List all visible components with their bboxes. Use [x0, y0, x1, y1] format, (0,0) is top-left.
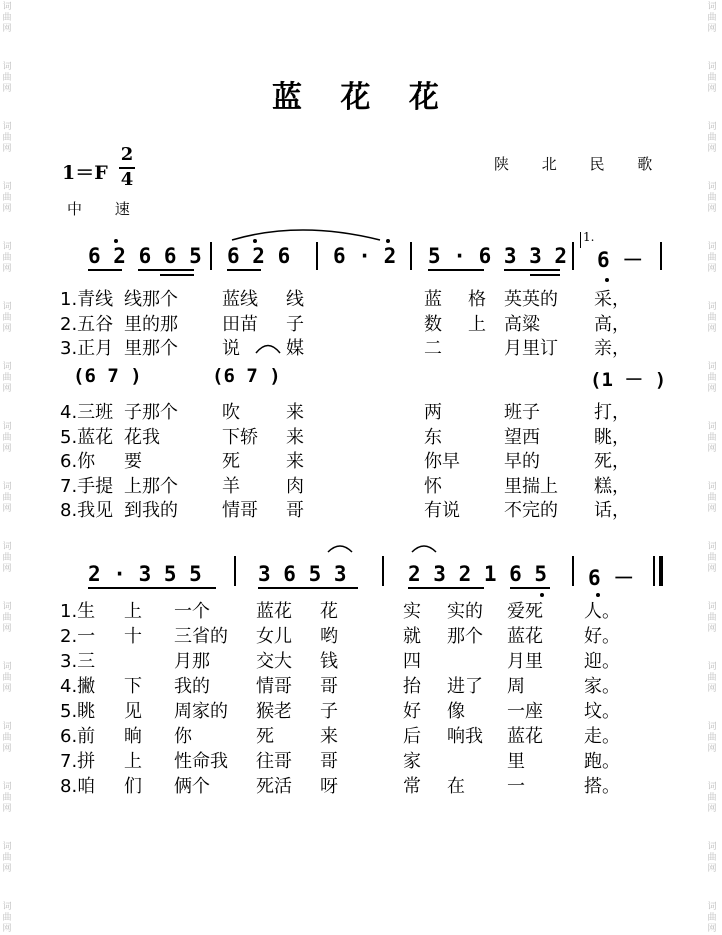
lyric-syllable: 们 [124, 776, 142, 797]
lyric-syllable: 来 [320, 726, 338, 747]
watermark-text: 词 曲 网 [707, 62, 717, 94]
lyric-syllable: 坟。 [584, 701, 620, 722]
lyric-syllable: 5.眺 [60, 701, 96, 722]
lyric-syllable: 线那个 [124, 289, 178, 310]
lyric-syllable: 哟 [320, 626, 338, 647]
slur-arc [328, 546, 352, 552]
lyric-syllable: 7.拼 [60, 751, 96, 772]
lyric-syllable: 二 [424, 338, 442, 359]
lyric-syllable: 进了 [447, 676, 483, 697]
slur-arc [256, 346, 280, 354]
lyric-syllable: 子那个 [124, 402, 178, 423]
lyric-syllable: 1.生 [60, 601, 96, 622]
lyric-syllable: 东 [424, 427, 442, 448]
lyric-syllable: 迎。 [584, 651, 620, 672]
lyric-syllable: 呀 [320, 776, 338, 797]
watermark-text: 词 曲 网 [707, 722, 717, 754]
watermark-text: 词 曲 网 [2, 2, 12, 34]
lyric-syllable: 5.蓝花 [60, 427, 114, 448]
measure-9: 6 － [588, 566, 635, 590]
lyric-syllable: 一 [507, 776, 525, 797]
slur-arc [412, 546, 436, 552]
lyric-syllable: 猴老 [256, 701, 292, 722]
lyric-syllable: 钱 [320, 651, 338, 672]
measure-5: 6 － [597, 248, 644, 272]
lyric-syllable: 怀 [424, 476, 442, 497]
lyric-syllable: 里那个 [124, 338, 178, 359]
lyric-syllable: 6.前 [60, 726, 96, 747]
watermark-text: 词 曲 网 [707, 182, 717, 214]
slur-arc [232, 230, 380, 240]
watermark-text: 词 曲 网 [2, 482, 12, 514]
key-signature: 1＝F [62, 162, 108, 184]
watermark-text: 词 曲 网 [707, 842, 717, 874]
lyric-syllable: 蓝线 [222, 289, 258, 310]
lyric-syllable: 亲， [594, 338, 630, 359]
watermark-text: 词 曲 网 [2, 62, 12, 94]
lyric-syllable: 采， [594, 289, 630, 310]
lyric-syllable: 1.青线 [60, 289, 114, 310]
lyric-syllable: 死活 [256, 776, 292, 797]
lyric-syllable: 来 [286, 451, 304, 472]
lyric-syllable: 羊 [222, 476, 240, 497]
lyric-syllable: 话， [594, 500, 630, 521]
lyric-syllable: 花 [320, 601, 338, 622]
measure-8: 2 3 2 1 6 5 [408, 562, 548, 586]
lyric-syllable: 走。 [584, 726, 620, 747]
interlude-1: (6 7 ) [73, 365, 142, 387]
watermark-text: 词 曲 网 [707, 902, 717, 934]
lyric-syllable: 四 [403, 651, 421, 672]
watermark-text: 词 曲 网 [2, 362, 12, 394]
lyric-syllable: 2.一 [60, 626, 96, 647]
lyric-syllable: 花我 [124, 427, 160, 448]
watermark-text: 词 曲 网 [2, 662, 12, 694]
measure-3: 6 · 2 [333, 244, 397, 268]
lyric-syllable: 打， [594, 402, 630, 423]
lyric-syllable: 田苗 [222, 314, 258, 335]
lyric-syllable: 一个 [174, 601, 210, 622]
lyric-syllable: 来 [286, 402, 304, 423]
lyric-syllable: 高粱 [504, 314, 540, 335]
lyric-syllable: 哥 [320, 676, 338, 697]
lyric-syllable: 像 [447, 701, 465, 722]
watermark-text: 词 曲 网 [2, 722, 12, 754]
lyric-syllable: 里 [507, 751, 525, 772]
lyric-syllable: 8.咱 [60, 776, 96, 797]
lyric-syllable: 上 [124, 751, 142, 772]
watermark-text: 词 曲 网 [707, 302, 717, 334]
lyric-syllable: 里的那 [124, 314, 178, 335]
time-signature-bottom: 4 [120, 169, 134, 190]
lyric-syllable: 情哥 [256, 676, 292, 697]
lyric-syllable: 抬 [403, 676, 421, 697]
lyric-syllable: 三省的 [174, 626, 228, 647]
watermark-text: 词 曲 网 [2, 182, 12, 214]
lyric-syllable: 死， [594, 451, 630, 472]
lyric-syllable: 晌 [124, 726, 142, 747]
watermark-text: 词 曲 网 [2, 902, 12, 934]
lyric-syllable: 月里订 [504, 338, 558, 359]
lyric-syllable: 响我 [447, 726, 483, 747]
lyric-syllable: 高， [594, 314, 630, 335]
measure-2: 6 2 6 [227, 244, 291, 268]
lyric-syllable: 6.你 [60, 451, 96, 472]
lyric-syllable: 周家的 [174, 701, 228, 722]
watermark-text: 词 曲 网 [707, 782, 717, 814]
lyric-syllable: 你 [174, 726, 192, 747]
lyric-syllable: 蓝 [424, 289, 442, 310]
lyric-syllable: 3.正月 [60, 338, 114, 359]
time-signature-top: 2 [120, 144, 134, 165]
volta-mark: 1. [583, 230, 595, 244]
lyric-syllable: 后 [403, 726, 421, 747]
lyric-syllable: 实 [403, 601, 421, 622]
watermark-text: 词 曲 网 [707, 542, 717, 574]
lyric-syllable: 4.三班 [60, 402, 114, 423]
watermark-text: 词 曲 网 [2, 602, 12, 634]
tempo-marking: 中 速 [67, 200, 144, 218]
lyric-syllable: 见 [124, 701, 142, 722]
interlude-3: (1 － ) [590, 369, 667, 391]
watermark-text: 词 曲 网 [2, 422, 12, 454]
lyric-syllable: 子 [286, 314, 304, 335]
lyric-syllable: 线 [286, 289, 304, 310]
watermark-text: 词 曲 网 [2, 542, 12, 574]
lyric-syllable: 望西 [504, 427, 540, 448]
lyric-syllable: 不完的 [504, 500, 558, 521]
lyric-syllable: 家。 [584, 676, 620, 697]
lyric-syllable: 说 [222, 338, 240, 359]
lyric-syllable: 死 [256, 726, 274, 747]
lyric-syllable: 蓝花 [507, 726, 543, 747]
lyric-syllable: 往哥 [256, 751, 292, 772]
lyric-syllable: 3.三 [60, 651, 96, 672]
lyric-syllable: 死 [222, 451, 240, 472]
lyric-syllable: 哥 [320, 751, 338, 772]
lyric-syllable: 肉 [286, 476, 304, 497]
lyric-syllable: 我的 [174, 676, 210, 697]
interlude-2: (6 7 ) [212, 365, 281, 387]
lyric-syllable: 下轿 [222, 427, 258, 448]
lyric-syllable: 蓝花 [256, 601, 292, 622]
lyric-syllable: 哥 [286, 500, 304, 521]
lyric-syllable: 月里 [507, 651, 543, 672]
watermark-text: 词 曲 网 [2, 122, 12, 154]
lyric-syllable: 到我的 [124, 500, 178, 521]
lyric-syllable: 格 [468, 289, 486, 310]
lyric-syllable: 那个 [447, 626, 483, 647]
lyric-syllable: 人。 [584, 601, 620, 622]
lyric-syllable: 你早 [424, 451, 460, 472]
lyric-syllable: 7.手提 [60, 476, 114, 497]
lyric-syllable: 班子 [504, 402, 540, 423]
measure-6: 2 · 3 5 5 [88, 562, 202, 586]
lyric-syllable: 情哥 [222, 500, 258, 521]
lyric-syllable: 女儿 [256, 626, 292, 647]
lyric-syllable: 上 [124, 601, 142, 622]
watermark-text: 词 曲 网 [707, 242, 717, 274]
lyric-syllable: 爱死 [507, 601, 543, 622]
watermark-text: 词 曲 网 [707, 122, 717, 154]
watermark-text: 词 曲 网 [707, 422, 717, 454]
watermark-text: 词 曲 网 [707, 662, 717, 694]
lyric-syllable: 在 [447, 776, 465, 797]
watermark-text: 词 曲 网 [2, 302, 12, 334]
lyric-syllable: 十 [124, 626, 142, 647]
lyric-syllable: 好。 [584, 626, 620, 647]
lyric-syllable: 有说 [424, 500, 460, 521]
song-title: 蓝 花 花 [272, 80, 453, 115]
lyric-syllable: 2.五谷 [60, 314, 114, 335]
lyric-syllable: 搭。 [584, 776, 620, 797]
watermark-text: 词 曲 网 [707, 2, 717, 34]
lyric-syllable: 来 [286, 427, 304, 448]
lyric-syllable: 下 [124, 676, 142, 697]
lyric-syllable: 好 [403, 701, 421, 722]
lyric-syllable: 家 [403, 751, 421, 772]
lyric-syllable: 一座 [507, 701, 543, 722]
lyric-syllable: 吹 [222, 402, 240, 423]
lyric-syllable: 4.撇 [60, 676, 96, 697]
watermark-text: 词 曲 网 [707, 362, 717, 394]
watermark-text: 词 曲 网 [2, 242, 12, 274]
lyric-syllable: 媒 [286, 338, 304, 359]
lyric-syllable: 实的 [447, 601, 483, 622]
lyric-syllable: 8.我见 [60, 500, 114, 521]
lyric-syllable: 就 [403, 626, 421, 647]
measure-1: 6 2 6 6 5 [88, 244, 202, 268]
lyric-syllable: 要 [124, 451, 142, 472]
measure-4: 5 · 6 3 3 2 [428, 244, 568, 268]
lyric-syllable: 数 [424, 314, 442, 335]
lyric-syllable: 常 [403, 776, 421, 797]
watermark-text: 词 曲 网 [707, 482, 717, 514]
lyric-syllable: 两 [424, 402, 442, 423]
lyric-syllable: 蓝花 [507, 626, 543, 647]
watermark-text: 词 曲 网 [2, 782, 12, 814]
lyric-syllable: 上那个 [124, 476, 178, 497]
lyric-syllable: 交大 [256, 651, 292, 672]
song-origin: 陕 北 民 歌 [494, 155, 667, 173]
lyric-syllable: 周 [507, 676, 525, 697]
lyric-syllable: 上 [468, 314, 486, 335]
lyric-syllable: 早的 [504, 451, 540, 472]
watermark-text: 词 曲 网 [2, 842, 12, 874]
lyric-syllable: 眺， [594, 427, 630, 448]
lyric-syllable: 里揣上 [504, 476, 558, 497]
lyric-syllable: 月那 [174, 651, 210, 672]
watermark-text: 词 曲 网 [707, 602, 717, 634]
lyric-syllable: 英英的 [504, 289, 558, 310]
lyric-syllable: 跑。 [584, 751, 620, 772]
lyric-syllable: 子 [320, 701, 338, 722]
lyric-syllable: 性命我 [174, 751, 228, 772]
lyric-syllable: 糕， [594, 476, 630, 497]
lyric-syllable: 俩个 [174, 776, 210, 797]
measure-7: 3 6 5 3 [258, 562, 347, 586]
